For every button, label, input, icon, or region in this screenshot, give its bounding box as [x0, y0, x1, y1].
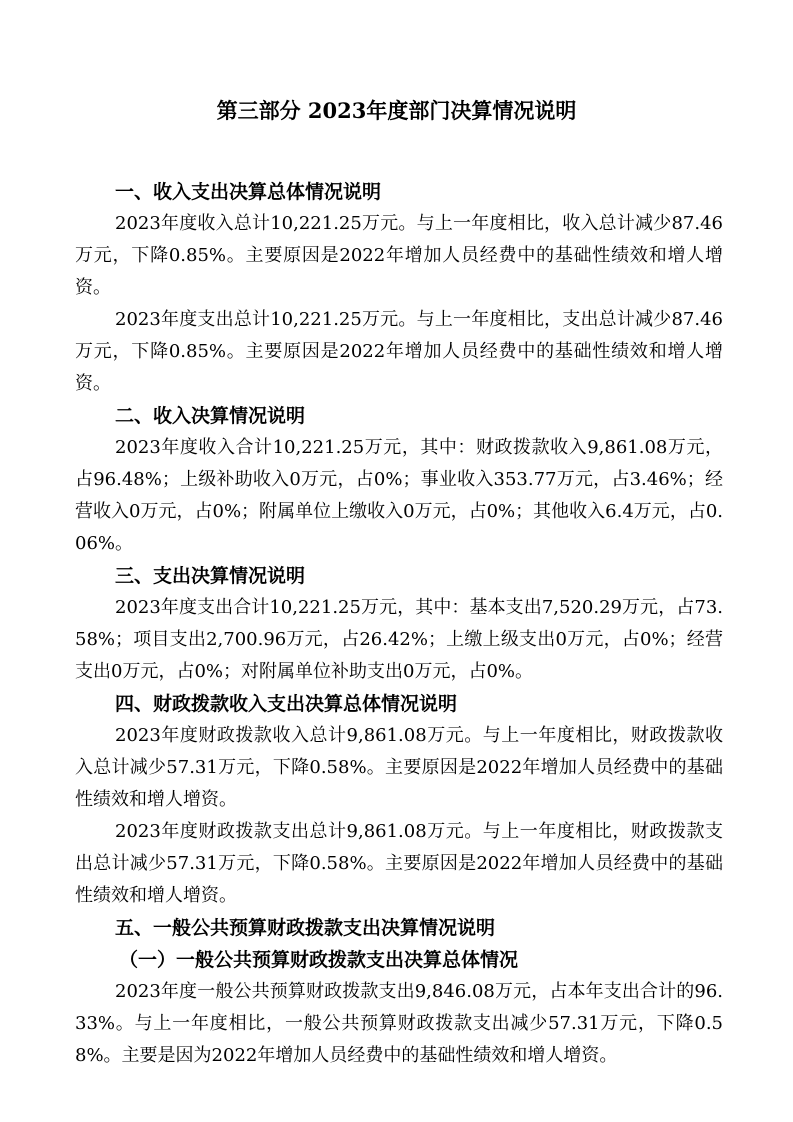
- section-income: [75, 400, 723, 560]
- section-heading: 三、支出决算情况说明: [115, 565, 306, 587]
- body-paragraph: 2023年度收入合计10,221.25万元，其中：财政拨款收入9,861.08万元，占96.48%；上级补助收入0万元，占0%；事业收入353.77万元，占3.46%；经营收入0万元，占0%；附属单位上缴收入0万元，占0%；其他收入6.4万元，占0.06%。: [75, 437, 723, 554]
- body-paragraph: 2023年度支出合计10,221.25万元，其中：基本支出7,520.29万元，占73.58%；项目支出2,700.96万元，占26.42%；上缴上级支出0万元，占0%；经营支出0万元，占0%；对附属单位补助支出0万元，占0%。: [75, 597, 723, 682]
- section-subheading: （一）一般公共预算财政拨款支出决算总体情况: [119, 949, 519, 971]
- body-paragraph: 2023年度支出总计10,221.25万元。与上一年度相比，支出总计减少87.46万元，下降0.85%。主要原因是2022年增加人员经费中的基础性绩效和增人增资。: [75, 309, 723, 394]
- section-income-expenditure-overview: [75, 176, 723, 400]
- document-body: [75, 176, 723, 1072]
- section-fiscal-appropriation: [75, 688, 723, 912]
- body-paragraph: 2023年度财政拨款收入总计9,861.08万元。与上一年度相比，财政拨款收入总计减少57.31万元，下降0.58%。主要原因是2022年增加人员经费中的基础性绩效和增人增资。: [75, 725, 723, 810]
- section-heading: 一、收入支出决算总体情况说明: [115, 181, 382, 203]
- section-general-public-budget: [75, 912, 723, 1072]
- document-title: 第三部分 2023年度部门决算情况说明: [216, 98, 577, 123]
- body-paragraph: 2023年度财政拨款支出总计9,861.08万元。与上一年度相比，财政拨款支出总计减少57.31万元，下降0.58%。主要原因是2022年增加人员经费中的基础性绩效和增人增资。: [75, 821, 723, 906]
- section-heading: 五、一般公共预算财政拨款支出决算情况说明: [115, 917, 496, 939]
- section-expenditure: [75, 560, 723, 688]
- section-heading: 四、财政拨款收入支出决算总体情况说明: [115, 693, 458, 715]
- section-heading: 二、收入决算情况说明: [115, 405, 306, 427]
- body-paragraph: 2023年度收入总计10,221.25万元。与上一年度相比，收入总计减少87.46万元，下降0.85%。主要原因是2022年增加人员经费中的基础性绩效和增人增资。: [75, 213, 723, 298]
- body-paragraph: 2023年度一般公共预算财政拨款支出9,846.08万元，占本年支出合计的96.33%。与上一年度相比，一般公共预算财政拨款支出减少57.31万元，下降0.58%。主要是因为2022年增加人员经费中的基础性绩效和增人增资。: [75, 981, 723, 1066]
